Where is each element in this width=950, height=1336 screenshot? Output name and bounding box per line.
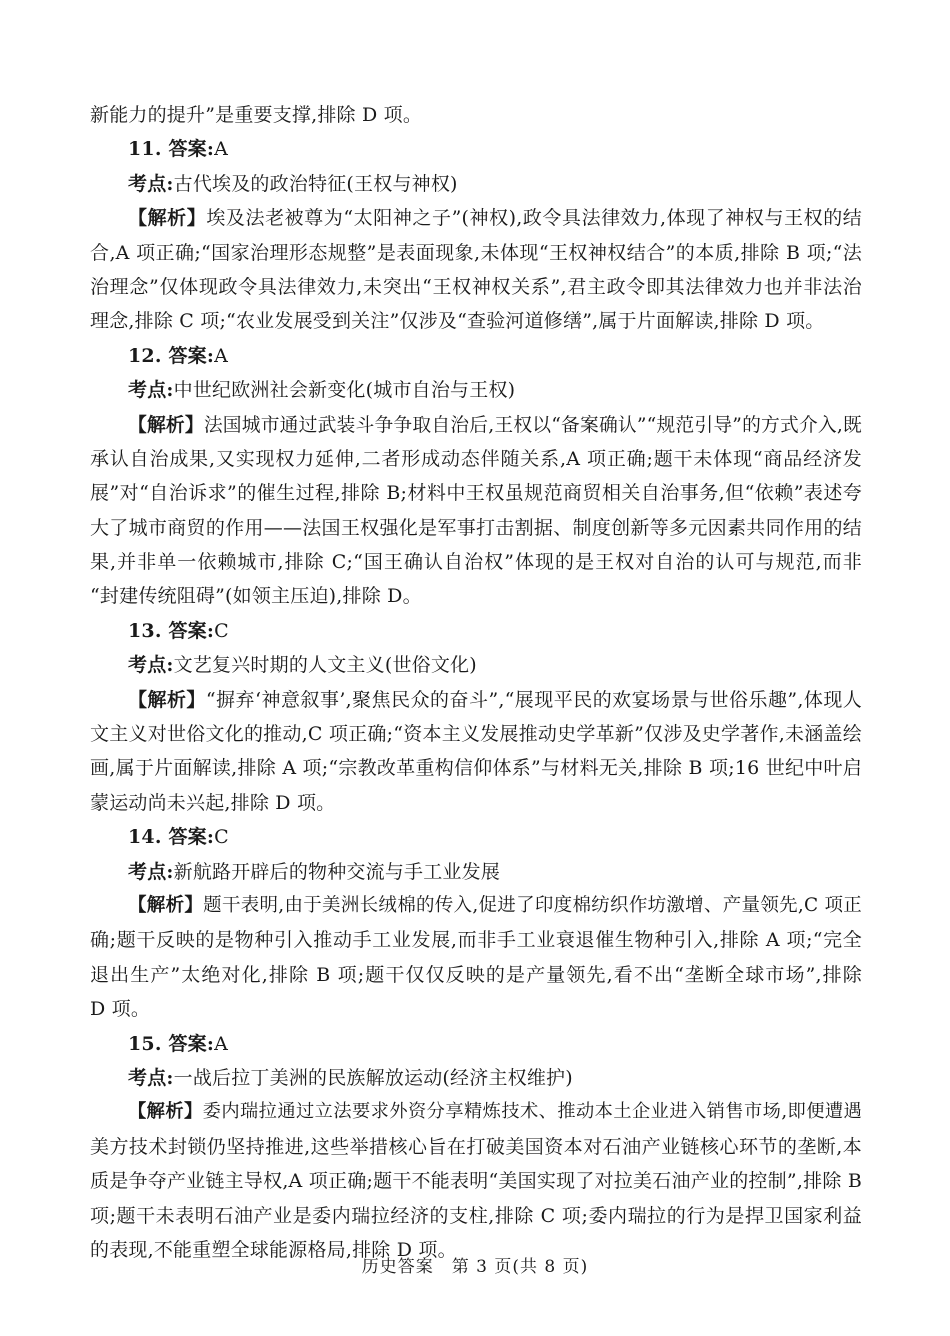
point-label: 考点: [128, 172, 174, 195]
answer-label: 13. 答案: [128, 619, 215, 642]
analysis-line: 画,属于片面解读,排除 A 项;“宗教改革重构信仰体系”与材料无关,排除 B 项;16 世纪中叶启 [90, 757, 862, 780]
page-footer: 历史答案 第 3 页(共 8 页) [361, 1257, 589, 1277]
point-line [90, 648, 862, 682]
answer-value: C [214, 826, 229, 849]
analysis-label: 【解析】 [128, 894, 204, 916]
point-text: 一战后拉丁美洲的民族解放运动(经济主权维护) [173, 1066, 573, 1089]
answer-line [90, 1027, 862, 1061]
point-line [90, 373, 862, 407]
answer-item-14 [90, 820, 862, 1026]
answer-label: 14. 答案: [128, 826, 215, 849]
analysis-text: 法国城市通过武装斗争争取自治后,王权以“备案确认”“规范引导”的方式介入,既 [203, 414, 862, 436]
point-line [90, 167, 862, 201]
analysis-label: 【解析】 [128, 207, 207, 230]
answer-value: A [214, 138, 229, 161]
answer-label: 15. 答案: [128, 1032, 215, 1055]
answer-line [90, 820, 862, 854]
point-line [90, 855, 862, 889]
analysis-line: 展”对“自治诉求”的催生过程,排除 B;材料中王权虽规范商贸相关自治事务,但“依赖”表述夸 [90, 482, 862, 505]
analysis-text: 题干表明,由于美洲长绒棉的传入,促进了印度棉纺织作坊激增、产量领先,C 项正 [203, 894, 862, 916]
analysis-line [90, 889, 862, 923]
analysis-line: “封建传统阻碍”(如领主压迫),排除 D。 [90, 585, 422, 608]
analysis-text: “摒弃‘神意叙事’,聚焦民众的奋斗”,“展现平民的欢宴场景与世俗乐趣”,体现人 [205, 688, 862, 711]
analysis-line: 退出生产”太绝对化,排除 B 项;题干仅仅反映的是产量领先,看不出“垄断全球市场”,排除 [90, 963, 862, 986]
analysis-line [90, 683, 862, 717]
analysis-line: 承认自治成果,又实现权力延伸,二者形成动态伴随关系,A 项正确;题干未体现“商品经济发 [90, 447, 862, 470]
answer-value: C [214, 619, 229, 642]
intro-line: 新能力的提升”是重要支撑,排除 D 项。 [90, 104, 423, 126]
analysis-line [90, 408, 862, 442]
analysis-line: 美方技术封锁仍坚持推进,这些举措核心旨在打破美国资本对石油产业链核心环节的垄断,本 [90, 1135, 862, 1158]
analysis-line: 项;题干未表明石油产业是委内瑞拉经济的支柱,排除 C 项;委内瑞拉的行为是捍卫国家利益 [90, 1204, 862, 1227]
point-text: 新航路开辟后的物种交流与手工业发展 [173, 860, 501, 883]
point-label: 考点: [128, 1066, 174, 1089]
point-label: 考点: [128, 379, 174, 402]
answer-line [90, 339, 862, 373]
point-label: 考点: [128, 654, 174, 677]
point-text: 文艺复兴时期的人文主义(世俗文化) [173, 654, 477, 677]
analysis-label: 【解析】 [128, 688, 206, 711]
point-label: 考点: [128, 860, 174, 883]
answer-item-15 [90, 1027, 862, 1268]
answer-value: A [214, 1032, 229, 1055]
analysis-line: 文主义对世俗文化的推动,C 项正确;“资本主义发展推动史学革新”仅涉及史学著作,未涵盖绘 [90, 723, 862, 746]
answer-label: 12. 答案: [128, 344, 215, 367]
analysis-text: 埃及法老被尊为“太阳神之子”(神权),政令具法律效力,体现了神权与王权的结 [206, 207, 862, 230]
point-text: 古代埃及的政治特征(王权与神权) [173, 172, 458, 195]
answer-item-12 [90, 339, 862, 614]
answer-value: A [214, 344, 229, 367]
analysis-line: 理念,排除 C 项;“农业发展受到关注”仅涉及“查验河道修缮”,属于片面解读,排除 D 项。 [90, 310, 825, 333]
answer-label: 11. 答案: [128, 138, 215, 161]
analysis-text: 委内瑞拉通过立法要求外资分享精炼技术、推动本土企业进入销售市场,即便遭遇 [202, 1101, 862, 1123]
answer-line [90, 614, 862, 648]
answer-line [90, 132, 862, 166]
answer-sheet-page [90, 98, 862, 1267]
analysis-line: 果,并非单一依赖城市,排除 C;“国王确认自治权”体现的是王权对自治的认可与规范,而非 [90, 551, 862, 574]
analysis-line: D 项。 [90, 998, 151, 1021]
analysis-label: 【解析】 [128, 413, 204, 436]
analysis-line: 蒙运动尚未兴起,排除 D 项。 [90, 791, 336, 814]
answer-item-11 [90, 132, 862, 338]
point-text: 中世纪欧洲社会新变化(城市自治与王权) [173, 379, 516, 402]
analysis-line [90, 1095, 862, 1129]
analysis-label: 【解析】 [128, 1101, 203, 1123]
point-line [90, 1061, 862, 1095]
analysis-line: 的表现,不能重塑全球能源格局,排除 D 项。 [90, 1238, 457, 1261]
answer-item-13 [90, 614, 862, 820]
analysis-line [90, 201, 862, 235]
analysis-line: 确;题干反映的是物种引入推动手工业发展,而非手工业衰退催生物种引入,排除 A 项;“完全 [90, 929, 862, 952]
analysis-line: 大了城市商贸的作用——法国王权强化是军事打击割据、制度创新等多元因素共同作用的结 [90, 516, 862, 539]
analysis-line: 质是争夺产业链主导权,A 项正确;题干不能表明“美国实现了对拉美石油产业的控制”,排除 B [90, 1170, 862, 1193]
analysis-line: 治理念”仅体现政令具法律效力,未突出“王权神权关系”,君主政令即其法律效力也并非法治 [90, 275, 862, 298]
analysis-line: 合,A 项正确;“国家治理形态规整”是表面现象,未体现“王权神权结合”的本质,排除 B 项;“法 [90, 241, 862, 264]
